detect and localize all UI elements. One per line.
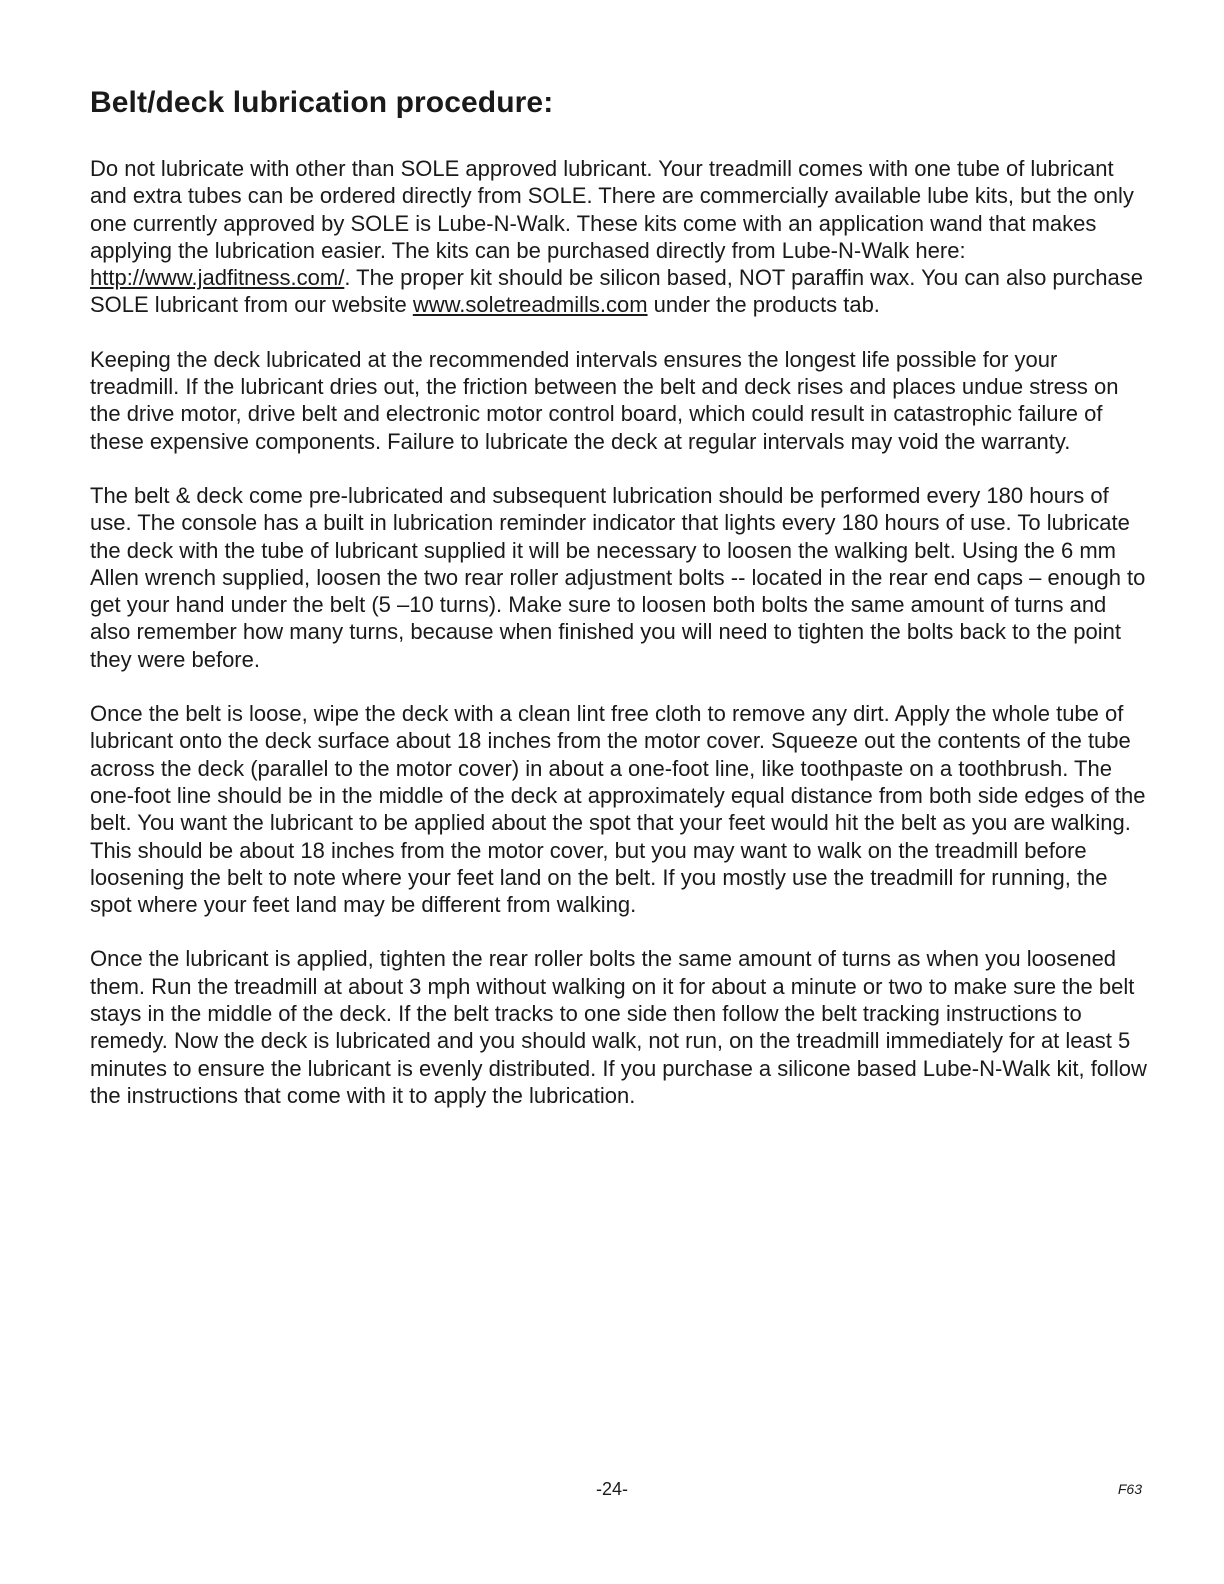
paragraph-after-application: Once the lubricant is applied, tighten the rear roller bolts the same amount of turns as when you loosened them. Run the treadmill at about 3 mph without walking on it for about a minute or two to make sure the belt stays in the middle of the deck. If the belt tracks to one side then follow the belt tracking instructions to remedy. Now the deck is lubricated and you should walk, not run, on the treadmill immediately for at least 5 minutes to ensure the lubricant is evenly distributed. If you purchase a silicone based Lube-N-Walk kit, follow the instructions that come with it to apply the lubrication.	[90, 946, 1147, 1108]
paragraph-approved-lubricant	[90, 155, 1150, 319]
soletreadmills-link[interactable]: www.soletreadmills.com	[412, 292, 648, 318]
body-text	[90, 155, 1150, 1136]
paragraph-text: . The proper kit should be silicon based, NOT paraffin wax. You can also purchase SOLE lubricant from our website	[90, 265, 1143, 318]
page-title: Belt/deck lubrication procedure:	[90, 86, 554, 119]
paragraph-lubrication-interval: The belt & deck come pre-lubricated and subsequent lubrication should be performed every 180 hours of use. The console has a built in lubrication reminder indicator that lights every 180 hours of use. To lubricate the deck with the tube of lubricant supplied it will be necessary to loosen the walking belt. Using the 6 mm Allen wrench supplied, loosen the two rear roller adjustment bolts -- located in the rear end caps – enough to get your hand under the belt (5 –10 turns). Make sure to loosen both bolts the same amount of turns and also remember how many turns, because when finished you will need to tighten the bolts back to the point they were before.	[90, 482, 1146, 672]
model-code: F63	[1117, 1481, 1142, 1497]
page-number: -24-	[595, 1479, 628, 1499]
paragraph-text: Do not lubricate with other than SOLE approved lubricant. Your treadmill comes with one tube of lubricant and extra tubes can be ordered directly from SOLE. There are commercially available lube kits, but the only one currently approved by SOLE is Lube-N-Walk. These kits come with an application wand that makes applying the lubrication easier. The kits can be purchased directly from Lube-N-Walk here:	[90, 156, 1134, 263]
paragraph-keeping-lubricated: Keeping the deck lubricated at the recommended intervals ensures the longest life possible for your treadmill. If the lubricant dries out, the friction between the belt and deck rises and places undue stress on the drive motor, drive belt and electronic motor control board, which could result in catastrophic failure of these expensive components. Failure to lubricate the deck at regular intervals may void the warranty.	[90, 346, 1119, 454]
paragraph-applying-lubricant: Once the belt is loose, wipe the deck with a clean lint free cloth to remove any dirt. Apply the whole tube of lubricant onto the deck surface about 18 inches from the motor cover. Squeeze out the contents of the tube across the deck (parallel to the motor cover) in about a one-foot line, like toothpaste on a toothbrush. The one-foot line should be in the middle of the deck at approximately equal distance from both side edges of the belt. You want the lubricant to be applied about the spot that your feet would hit the belt as you are walking. This should be about 18 inches from the motor cover, but you may want to walk on the treadmill before loosening the belt to note where your feet land on the belt. If you mostly use the treadmill for running, the spot where your feet land may be different from walking.	[90, 701, 1146, 918]
paragraph-text: under the products tab.	[647, 292, 880, 318]
jadfitness-link[interactable]: http://www.jadfitness.com/	[90, 265, 345, 291]
